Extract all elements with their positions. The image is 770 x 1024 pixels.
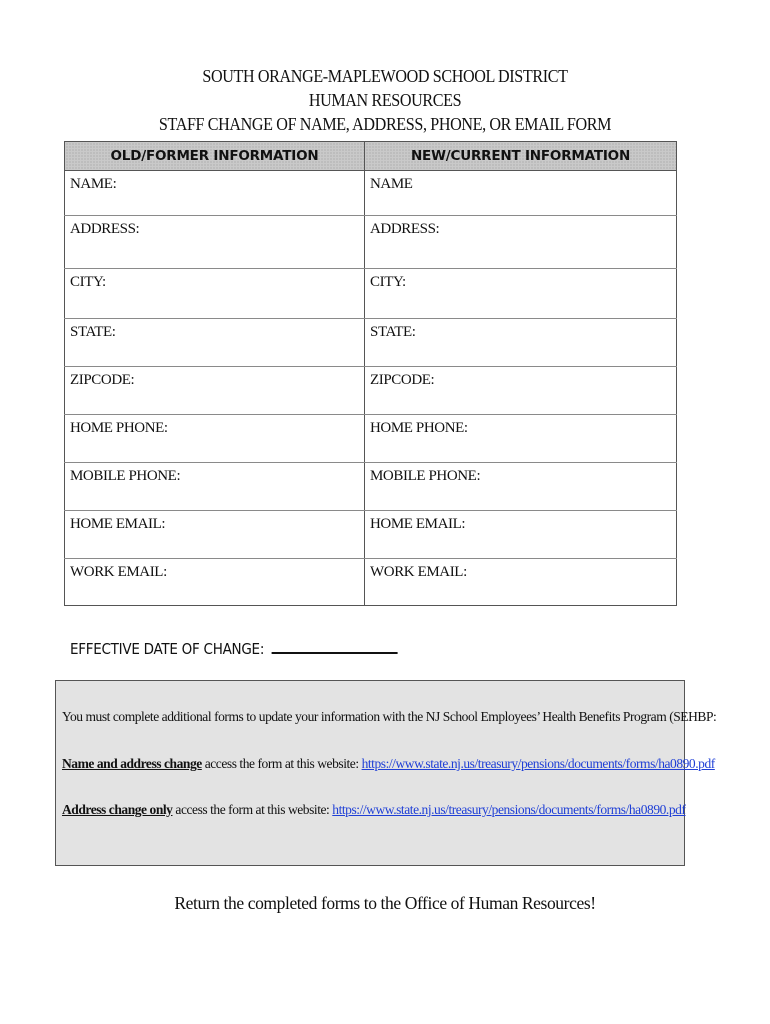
district-name: SOUTH ORANGE-MAPLEWOOD SCHOOL DISTRICT bbox=[202, 66, 568, 86]
form-title: STAFF CHANGE OF NAME, ADDRESS, PHONE, OR EMAIL FORM bbox=[158, 114, 612, 134]
table-row-name bbox=[65, 171, 677, 216]
table-row-state bbox=[65, 319, 677, 367]
new-city-field[interactable]: CITY: bbox=[365, 269, 677, 319]
new-mobile-phone-field[interactable]: MOBILE PHONE: bbox=[365, 463, 677, 511]
old-address-field[interactable]: ADDRESS: bbox=[65, 216, 365, 269]
old-information-header: OLD/FORMER INFORMATION bbox=[65, 142, 365, 171]
new-zipcode-field[interactable]: ZIPCODE: bbox=[365, 367, 677, 415]
table-row-mobile-phone bbox=[65, 463, 677, 511]
name-change-notice bbox=[62, 756, 715, 772]
old-state-field[interactable]: STATE: bbox=[65, 319, 365, 367]
sehbp-notice-box bbox=[55, 680, 717, 866]
effective-date bbox=[70, 640, 397, 658]
old-work-email-field[interactable]: WORK EMAIL: bbox=[65, 559, 365, 606]
effective-date-label: EFFECTIVE DATE OF CHANGE: bbox=[70, 640, 265, 658]
name-change-label: Name and address change bbox=[62, 756, 202, 771]
address-change-form-link[interactable]: https://www.state.nj.us/treasury/pensions/documents/forms/ha0890.pdf bbox=[332, 802, 686, 817]
name-change-form-link[interactable]: https://www.state.nj.us/treasury/pensions/documents/forms/ha0890.pdf bbox=[361, 756, 715, 771]
old-city-field[interactable]: CITY: bbox=[65, 269, 365, 319]
table-row-address bbox=[65, 216, 677, 269]
table-row-zipcode bbox=[65, 367, 677, 415]
table-header-row bbox=[65, 142, 677, 171]
address-change-label: Address change only bbox=[62, 802, 173, 817]
table-row-work-email bbox=[65, 559, 677, 606]
table-row-home-phone bbox=[65, 415, 677, 463]
table-row-city bbox=[65, 269, 677, 319]
effective-date-blank[interactable] bbox=[271, 652, 397, 654]
address-change-notice bbox=[62, 802, 686, 818]
old-home-phone-field[interactable]: HOME PHONE: bbox=[65, 415, 365, 463]
form-header bbox=[0, 64, 770, 136]
new-information-header: NEW/CURRENT INFORMATION bbox=[365, 142, 677, 171]
old-zipcode-field[interactable]: ZIPCODE: bbox=[65, 367, 365, 415]
address-change-text: access the form at this website: bbox=[172, 802, 333, 817]
change-form-table bbox=[64, 141, 677, 606]
new-name-field[interactable]: NAME bbox=[365, 171, 677, 216]
new-address-field[interactable]: ADDRESS: bbox=[365, 216, 677, 269]
table-row-home-email bbox=[65, 511, 677, 559]
department-name: HUMAN RESOURCES bbox=[308, 90, 462, 110]
new-home-phone-field[interactable]: HOME PHONE: bbox=[365, 415, 677, 463]
old-name-field[interactable]: NAME: bbox=[65, 171, 365, 216]
notice-intro: You must complete additional forms to update your information with the NJ School Employees’ Health Benefits Program (SEHBP: bbox=[62, 709, 717, 724]
old-home-email-field[interactable]: HOME EMAIL: bbox=[65, 511, 365, 559]
return-instructions: Return the completed forms to the Office of Human Resources! bbox=[174, 893, 596, 913]
new-state-field[interactable]: STATE: bbox=[365, 319, 677, 367]
name-change-text: access the form at this website: bbox=[201, 756, 362, 771]
old-mobile-phone-field[interactable]: MOBILE PHONE: bbox=[65, 463, 365, 511]
new-work-email-field[interactable]: WORK EMAIL: bbox=[365, 559, 677, 606]
new-home-email-field[interactable]: HOME EMAIL: bbox=[365, 511, 677, 559]
